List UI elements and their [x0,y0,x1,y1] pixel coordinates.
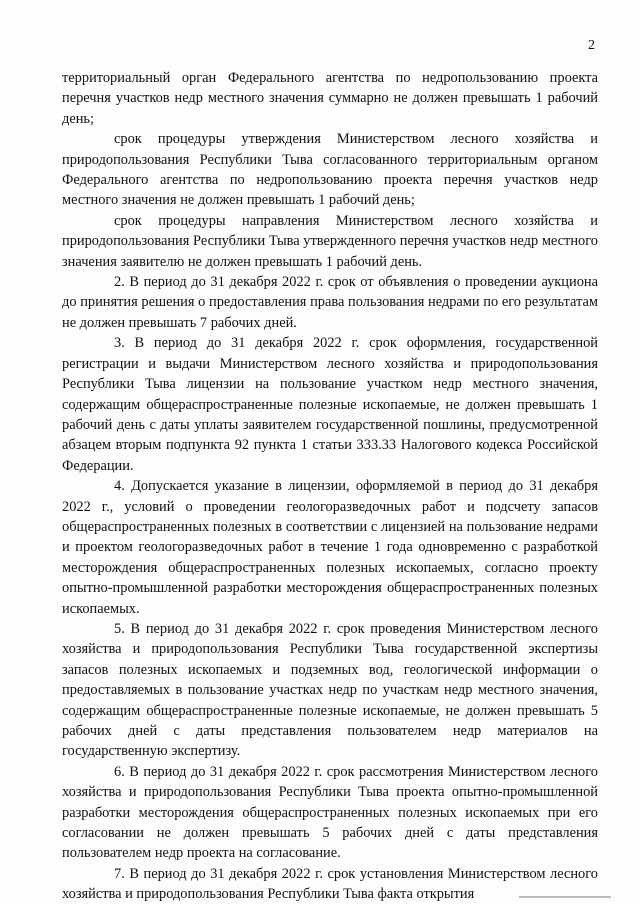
paragraph-item-4: 4. Допускается указание в лицензии, оформляемой в период до 31 декабря 2022 г., условий о проведении геологоразведочных работ и подсчету запасов общераспространенных полезных в соответствии с лицензией на пользование недрами и проектом геологоразведочных работ в течение 1 года одновременно с разработкой месторождения общераспространенных полезных ископаемых, согласно проекту опытно-промышленной разработки месторождения общераспространенных полезных ископаемых. [62,478,598,617]
paragraph-item-3: 3. В период до 31 декабря 2022 г. срок оформления, государственной регистрации и выдачи Министерством лесного хозяйства и природопользования Республики Тыва лицензии на пользование участком недр местного значения, содержащим общераспространенные полезные ископаемые, не должен превышать 1 рабочий день с даты уплаты заявителем государственной пошлины, предусмотренной абзацем вторым подпункта 92 пункта 1 статьи 333.33 Налогового кодекса Российской Федерации. [62,335,598,474]
paragraph-continued: территориальный орган Федерального агентства по недропользованию проекта перечня участков недр местного значения суммарно не должен превышать 1 рабочий день; [62,70,598,127]
paragraph-item-5: 5. В период до 31 декабря 2022 г. срок проведения Министерством лесного хозяйства и природопользования Республики Тыва государственной экспертизы запасов полезных ископаемых и подземных вод, геологической информации о предоставляемых в пользование участках недр по участкам недр местного значения, содержащим общераспространенные полезные ископаемые, не должен превышать 5 рабочих дней с даты представления пользователем недр материалов на государственную экспертизу. [62,620,598,760]
page-edge-mark [519,896,611,898]
paragraph-item-6: 6. В период до 31 декабря 2022 г. срок рассмотрения Министерством лесного хозяйства и природопользования Республики Тыва проекта опытно-промышленной разработки месторождения общераспространенных полезных ископаемых при его согласовании не должен превышать 5 рабочих дней с даты представления пользователем недр проекта на согласование. [62,763,598,862]
paragraph-approval-term: срок процедуры утверждения Министерством лесного хозяйства и природопользования Республики Тыва согласованного территориальным органом Федерального агентства по недропользованию проекта перечня участков недр местного значения не должен превышать 1 рабочий день; [62,131,598,209]
paragraph-item-7: 7. В период до 31 декабря 2022 г. срок установления Министерством лесного хозяйства и природопользования Республики Тыва факта открытия [62,865,598,903]
paragraph-sending-term: срок процедуры направления Министерством лесного хозяйства и природопользования Республики Тыва утвержденного перечня участков недр местного значения заявителю не должен превышать 1 рабочий день. [62,212,598,270]
document-body [62,68,598,905]
paragraph-item-2: 2. В период до 31 декабря 2022 г. срок от объявления о проведении аукциона до принятия решения о предоставления права пользования недрами по его результатам не должен превышать 7 рабочих дней. [62,274,598,331]
page-number: 2 [588,38,595,53]
